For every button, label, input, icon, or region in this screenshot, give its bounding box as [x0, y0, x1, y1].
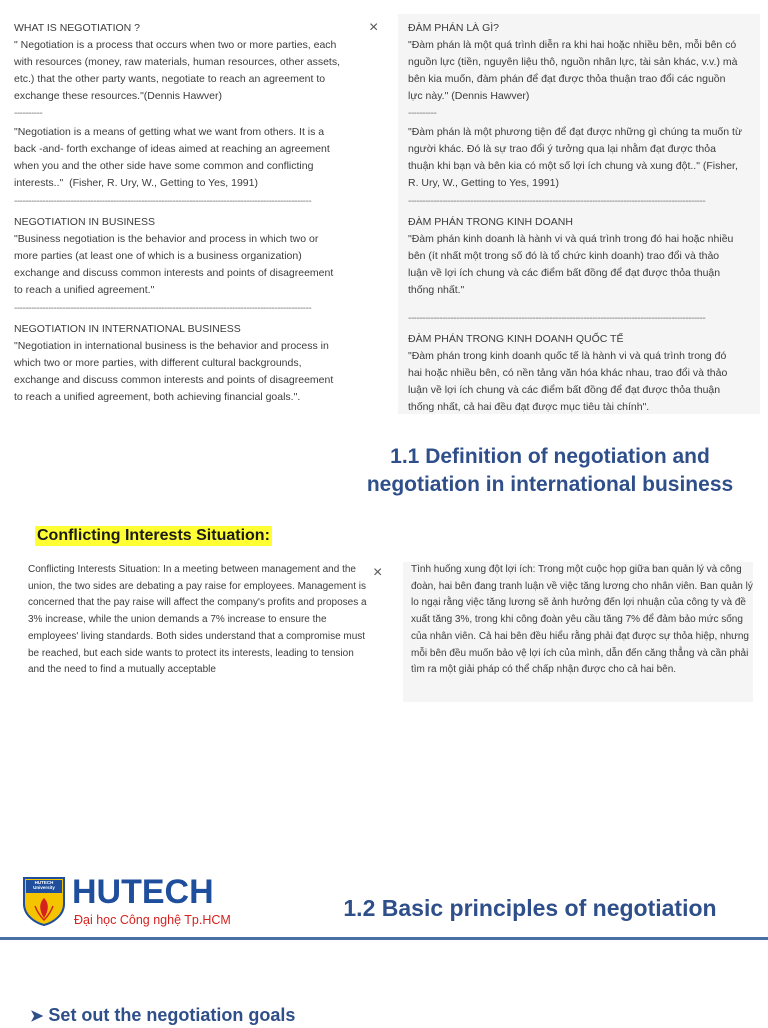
translation-block-what-is: ĐÀM PHÁN LÀ GÌ? "Đàm phán là một quá trình diễn ra khi hai hoặc nhiều bên, mỗi bên có nguồn lực (tiền, nguyên liệu thô, nguồn nhân lực, tài sản khác, v.v.) mà bên kia muốn, đàm phán để đạt được thỏa thuận trao đổi các nguồn lực này." (Dennis Hawver) [408, 22, 738, 102]
conflict-source-text: Conflicting Interests Situation: In a meeting between management and the union, the two sides are debating a pay raise for employees. Management is concerned that the pay raise will affect the company's profits and proposes a 3% increase, while the union demands a 7% increase to ensure the employees' living standards. Both sides understand that a compromise must be reached, but each side wants to protect its interests, leading to tension and the need to find a mutually acceptable [28, 564, 367, 676]
close-icon[interactable]: × [369, 19, 379, 36]
source-block-fisher: "Negotiation is a means of getting what we want from others. It is a back -and- forth exchange of ideas aimed at reaching an agreement when you and the other side have some common and conflicting interests.." (Fisher, R. Ury, W., Getting to Yes, 1991) [14, 126, 330, 189]
slide-title-line-2: negotiation in international business [366, 473, 734, 496]
conflict-heading: Conflicting Interests Situation: [37, 527, 270, 544]
source-block-international: NEGOTIATION IN INTERNATIONAL BUSINESS "Negotiation in international business is the behavior and process in which two or more parties, with different cultural backgrounds, exchange and discuss common interests and points of disagreement to reach a unified agreement, both achieving financial goals.". [14, 323, 334, 403]
hutech-name: HUTECH [72, 873, 214, 911]
separator: ---------- [408, 108, 437, 119]
divider-line [0, 937, 768, 940]
translation-text-panel [398, 14, 760, 414]
conflict-source-panel [22, 562, 372, 702]
conflict-translation-text: Tình huống xung đột lợi ích: Trong một cuộc họp giữa ban quản lý và công đoàn, hai bên đang tranh luận về việc tăng lương cho nhân viên. Ban quản lý lo ngại rằng việc tăng lương sẽ ảnh hưởng đến lợi nhuận của công ty và đề xuất tăng 3%, trong khi công đoàn yêu cầu tăng 7% để đảm bảo mức sống của nhân viên. Cả hai bên đều hiểu rằng phải đạt được sự thỏa hiệp, nhưng mỗi bên đều muốn bảo vệ lợi ích của mình, dẫn đến căng thẳng và cần phải tìm ra một giải pháp có thể chấp nhận được cho cả hai bên. [411, 564, 753, 676]
source-block-business: NEGOTIATION IN BUSINESS "Business negotiation is the behavior and process in which two or more parties (at least one of which is a business organization) exchange and discuss common interests and points of disagreement to reach a unified agreement." [14, 216, 334, 296]
bullet-text: Set out the negotiation goals [48, 1005, 296, 1025]
hutech-badge-text: HUTECH University [33, 880, 55, 890]
arrow-bullet-icon: ➤ [30, 1008, 44, 1025]
separator: ---------- [14, 108, 43, 119]
translation-block-fisher: "Đàm phán là một phương tiện để đạt được những gì chúng ta muốn từ người khác. Đó là sự trao đổi ý tưởng qua lại nhằm đạt được thỏa thuận khi bạn và bên kia có một số lợi ích chung và xung đột.." (Fisher, R. Ury, W., Getting to Yes, 1991) [408, 126, 742, 189]
source-text-panel [0, 14, 372, 414]
separator: --------------------------------------------------------------------------------------------------------- [408, 196, 706, 207]
conflict-translation-panel [403, 562, 753, 702]
hutech-subtitle: Đại học Công nghệ Tp.HCM [74, 913, 231, 927]
separator: --------------------------------------------------------------------------------------------------------- [408, 313, 706, 324]
slide-title-definition [340, 443, 760, 499]
slide-title-line-1: 1.1 Definition of negotiation and [390, 445, 710, 468]
slide-title-principles: 1.2 Basic principles of negotiation [343, 895, 717, 921]
translation-block-business: ĐÀM PHÁN TRONG KINH DOANH "Đàm phán kinh doanh là hành vi và quá trình trong đó hai hoặc nhiều bên (ít nhất một trong số đó là tổ chức kinh doanh) trao đổi và thảo luận về lợi ích chung và các điểm bất đồng để đạt được thỏa thuận thống nhất." [408, 216, 734, 296]
hutech-logo [22, 873, 242, 930]
bullet-item [30, 1004, 295, 1028]
source-block-what-is: WHAT IS NEGOTIATION ? " Negotiation is a process that occurs when two or more parties, each with resources (money, raw materials, human resources, other assets, etc.) that the other party wants, negotiate to reach an agreement to exchange these resources."(Dennis Hawver) [14, 22, 341, 102]
separator: --------------------------------------------------------------------------------------------------------- [14, 196, 312, 207]
separator: --------------------------------------------------------------------------------------------------------- [14, 303, 312, 314]
close-icon[interactable]: × [373, 564, 383, 581]
translation-block-international: ĐÀM PHÁN TRONG KINH DOANH QUỐC TẾ "Đàm phán trong kinh doanh quốc tế là hành vi và quá trình trong đó hai hoặc nhiều bên, có nền tảng văn hóa khác nhau, trao đổi và thảo luận về lợi ích chung và các điểm bất đồng để đạt được thỏa thuận thống nhất, cả hai đều đạt được mục tiêu tài chính". [408, 333, 728, 413]
